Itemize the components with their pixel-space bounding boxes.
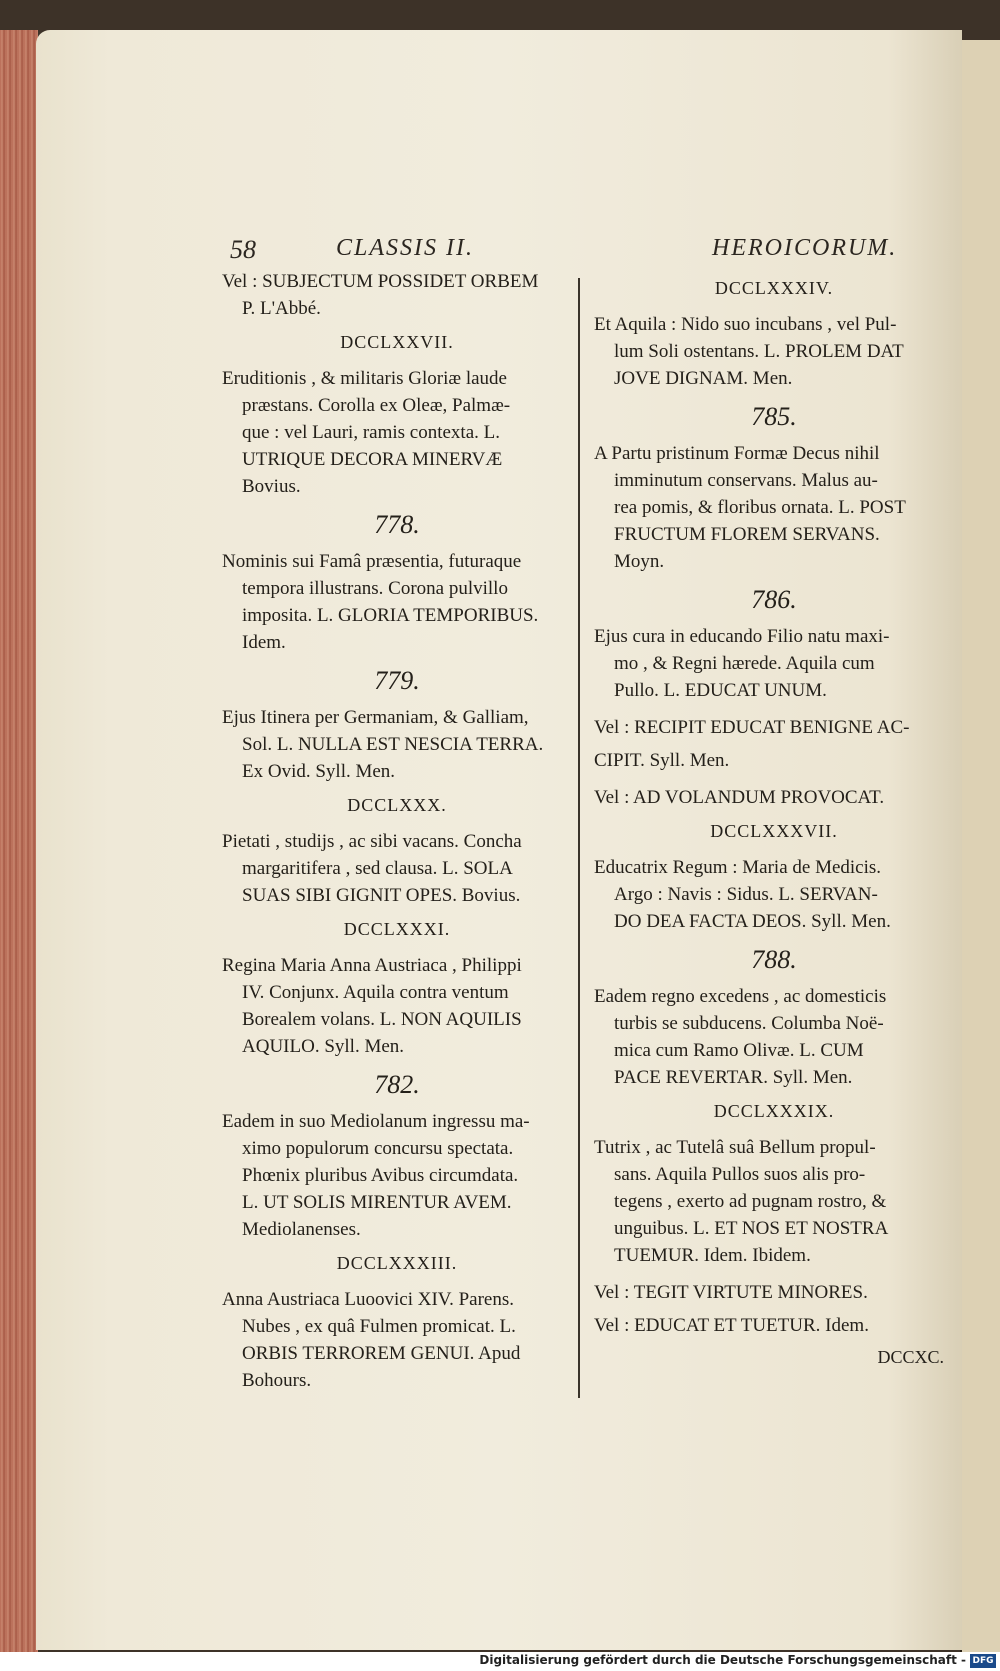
entry-text bbox=[594, 747, 954, 774]
entry-text bbox=[594, 311, 954, 392]
column-rule bbox=[578, 278, 580, 1398]
entry-line: Vel : SUBJECTUM POSSIDET ORBEM bbox=[222, 271, 539, 292]
entry-line: A Partu pristinum Formæ Decus nihil bbox=[594, 443, 880, 464]
entry-line: margaritifera , sed clausa. L. SOLA bbox=[242, 858, 513, 879]
entry-line: Pietati , studijs , ac sibi vacans. Concha bbox=[222, 831, 522, 852]
entry-text bbox=[222, 828, 572, 909]
entry-line: unguibus. L. ET NOS ET NOSTRA bbox=[614, 1218, 889, 1239]
entry-line: præstans. Corolla ex Oleæ, Palmæ- bbox=[242, 395, 511, 416]
entry-text bbox=[222, 365, 572, 500]
entry-text bbox=[594, 983, 954, 1091]
facing-page-text bbox=[966, 230, 1000, 1530]
entry-line: mo , & Regni hærede. Aquila cum bbox=[614, 653, 875, 674]
alternate-motto: Vel : AD VOLANDUM PROVOCAT. bbox=[594, 787, 885, 808]
entry-heading-number: 779. bbox=[374, 666, 420, 695]
entry-line: L. UT SOLIS MIRENTUR AVEM. bbox=[242, 1192, 512, 1213]
entry-line: rea pomis, & floribus ornata. L. POST bbox=[614, 497, 906, 518]
book-page bbox=[36, 30, 962, 1650]
left-column bbox=[222, 268, 572, 1404]
entry-line: ORBIS TERROREM GENUI. Apud bbox=[242, 1343, 521, 1364]
entry-heading-roman: DCCLXXXIV. bbox=[714, 278, 834, 298]
entry-line: turbis se subducens. Columba Noë- bbox=[614, 1013, 884, 1034]
entry-text bbox=[594, 1134, 954, 1269]
entry-line: Phœnix pluribus Avibus circumdata. bbox=[242, 1165, 519, 1186]
entry-text bbox=[222, 268, 572, 322]
entry-line: IV. Conjunx. Aquila contra ventum bbox=[242, 982, 509, 1003]
entry-text bbox=[222, 1108, 572, 1243]
entry-heading-roman: DCCLXXXI. bbox=[343, 919, 451, 939]
entry-line: Sol. L. NULLA EST NESCIA TERRA. bbox=[242, 734, 544, 755]
catchword: DCCXC. bbox=[877, 1347, 944, 1367]
alternate-motto: Vel : EDUCAT ET TUETUR. Idem. bbox=[594, 1315, 869, 1336]
book-fore-edge bbox=[0, 30, 38, 1652]
alternate-motto: Vel : TEGIT VIRTUTE MINORES. bbox=[594, 1282, 868, 1303]
entry-heading-roman: DCCLXXXVII. bbox=[710, 821, 838, 841]
entry-text bbox=[594, 440, 954, 575]
entry-heading-number: 786. bbox=[751, 585, 797, 614]
entry-line: imposita. L. GLORIA TEMPORIBUS. bbox=[242, 605, 539, 626]
entry-line: sans. Aquila Pullos suos alis pro- bbox=[614, 1164, 866, 1185]
facing-page bbox=[960, 40, 1000, 1652]
entry-line: tegens , exerto ad pugnam rostro, & bbox=[614, 1191, 887, 1212]
entry-line: lum Soli ostentans. L. PROLEM DAT bbox=[614, 341, 904, 362]
entry-heading-roman: DCCLXXXIII. bbox=[336, 1253, 458, 1273]
running-head-right: HEROICORUM. bbox=[712, 235, 898, 261]
entry-line: DO DEA FACTA DEOS. Syll. Men. bbox=[614, 911, 891, 932]
entry-line: tempora illustrans. Corona pulvillo bbox=[242, 578, 508, 599]
entry-line: P. L'Abbé. bbox=[242, 298, 321, 319]
entry-heading-number: 788. bbox=[751, 945, 797, 974]
entry-line: imminutum conservans. Malus au- bbox=[614, 470, 878, 491]
entry-line: Eruditionis , & militaris Gloriæ laude bbox=[222, 368, 507, 389]
entry-line: Borealem volans. L. NON AQUILIS bbox=[242, 1009, 522, 1030]
entry-line: Nubes , ex quâ Fulmen promicat. L. bbox=[242, 1316, 516, 1337]
entry-line: SUAS SIBI GIGNIT OPES. Bovius. bbox=[242, 885, 521, 906]
entry-line: TUEMUR. Idem. Ibidem. bbox=[614, 1245, 811, 1266]
entry-line: CIPIT. Syll. Men. bbox=[594, 750, 730, 771]
entry-line: que : vel Lauri, ramis contexta. L. bbox=[242, 422, 500, 443]
entry-line: Regina Maria Anna Austriaca , Philippi bbox=[222, 955, 522, 976]
entry-line: Educatrix Regum : Maria de Medicis. bbox=[594, 857, 882, 878]
entry-line: Tutrix , ac Tutelâ suâ Bellum propul- bbox=[594, 1137, 876, 1158]
entry-text bbox=[594, 854, 954, 935]
entry-line: Bovius. bbox=[242, 476, 301, 497]
entry-line: AQUILO. Syll. Men. bbox=[242, 1036, 405, 1057]
entry-line: PACE REVERTAR. Syll. Men. bbox=[614, 1067, 853, 1088]
entry-line: Anna Austriaca Luoovici XIV. Parens. bbox=[222, 1289, 514, 1310]
dfg-logo: DFG bbox=[970, 1654, 996, 1668]
footer-credit: Digitalisierung gefördert durch die Deutsche Forschungsgemeinschaft - bbox=[479, 1653, 966, 1667]
entry-line: UTRIQUE DECORA MINERVÆ bbox=[242, 449, 503, 470]
entry-line: Argo : Navis : Sidus. L. SERVAN- bbox=[614, 884, 878, 905]
entry-line: Ex Ovid. Syll. Men. bbox=[242, 761, 396, 782]
entry-line: Moyn. bbox=[614, 551, 665, 572]
entry-heading-roman: DCCLXXVII. bbox=[340, 332, 454, 352]
entry-heading-number: 785. bbox=[751, 402, 797, 431]
entry-line: ximo populorum concursu spectata. bbox=[242, 1138, 514, 1159]
entry-line: JOVE DIGNAM. Men. bbox=[614, 368, 793, 389]
right-column bbox=[594, 268, 954, 1368]
entry-text bbox=[222, 548, 572, 656]
digitization-footer bbox=[0, 1652, 1000, 1671]
entry-line: Nominis sui Famâ præsentia, futuraque bbox=[222, 551, 522, 572]
entry-line: Bohours. bbox=[242, 1370, 312, 1391]
entry-text bbox=[222, 952, 572, 1060]
entry-line: Idem. bbox=[242, 632, 286, 653]
entry-heading-number: 782. bbox=[374, 1070, 420, 1099]
entry-line: Mediolanenses. bbox=[242, 1219, 361, 1240]
page-number: 58 bbox=[230, 235, 256, 264]
entry-heading-number: 778. bbox=[374, 510, 420, 539]
entry-text bbox=[222, 1286, 572, 1394]
entry-line: Eadem in suo Mediolanum ingressu ma- bbox=[222, 1111, 530, 1132]
running-head-left: CLASSIS II. bbox=[336, 235, 474, 261]
alternate-motto: Vel : RECIPIT EDUCAT BENIGNE AC- bbox=[594, 717, 910, 738]
entry-text bbox=[594, 623, 954, 704]
entry-line: FRUCTUM FLOREM SERVANS. bbox=[614, 524, 880, 545]
entry-line: Eadem regno excedens , ac domesticis bbox=[594, 986, 887, 1007]
entry-line: Ejus cura in educando Filio natu maxi- bbox=[594, 626, 890, 647]
entry-line: Et Aquila : Nido suo incubans , vel Pul- bbox=[594, 314, 897, 335]
entry-line: mica cum Ramo Olivæ. L. CUM bbox=[614, 1040, 864, 1061]
entry-text bbox=[222, 704, 572, 785]
entry-line: Pullo. L. EDUCAT UNUM. bbox=[614, 680, 827, 701]
entry-line: Ejus Itinera per Germaniam, & Galliam, bbox=[222, 707, 529, 728]
entry-heading-roman: DCCLXXXIX. bbox=[713, 1101, 835, 1121]
entry-heading-roman: DCCLXXX. bbox=[347, 795, 447, 815]
